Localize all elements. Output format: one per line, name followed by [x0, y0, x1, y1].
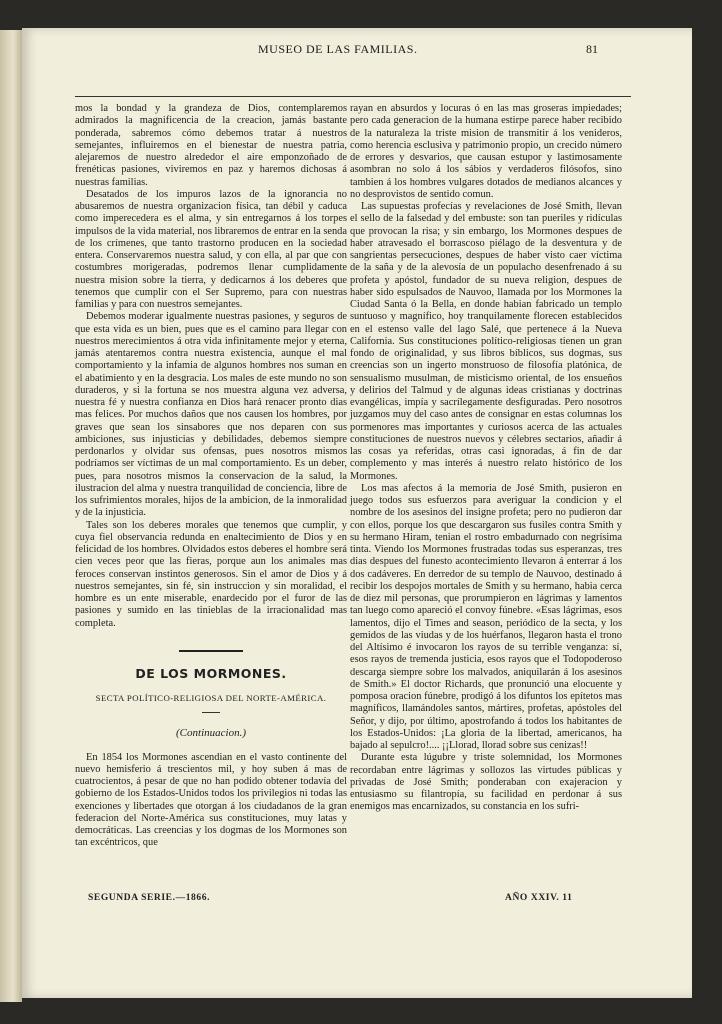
short-rule	[202, 712, 220, 713]
footer-series: SEGUNDA SERIE.—1866.	[88, 893, 211, 903]
running-header: MUSEO DE LAS FAMILIAS.	[258, 42, 418, 56]
paragraph: mos la bondad y la grandeza de Dios, contemplaremos admirados la magnificencia de la creacion, jamás bastante ponderada, sabremos cómo debemos tratar á nuestros semejantes, influiremos en el bienestar de nuestra patria, alejaremos de nuestro alrededor el aire emponzoñado de frenéticas pasiones, viviremos en paz y haremos dichosas á nuestras familias.	[75, 103, 347, 188]
footer-year: AÑO XXIV. 11	[505, 893, 573, 903]
section-divider	[179, 650, 243, 652]
article-subtitle: SECTA POLÍTICO-RELIGIOSA DEL NORTE-AMÉRICA.	[95, 693, 327, 703]
paragraph: En 1854 los Mormones ascendian en el vasto continente del nuevo hemisferio á trescientos mil, y hoy suben á mas de cuatrocientos, á pesar de que no han podido obtener todavía del gobierno de los Estados-Unidos todos los privilegios ni todas las exenciones y libertades que otorgan á los ciudadanos de la gran federacion del Norte-América sus constituciones, muy latas y democráticas. Las creencias y los dogmas de los Mormones son tan excéntricos, que	[75, 751, 347, 849]
header-rule	[75, 96, 631, 97]
paragraph: Desatados de los impuros lazos de la ignorancia no abusaremos de nuestra organizacion física, tan débil y caduca como imperecedera es el alma, y sin entregarnos á los torpes impulsos de la vida material, nos libraremos de entrar en la senda de los crímenes, que tanto trastorno producen en la sociedad entera. Conservaremos nuestra salud, y con ella, al par que con costumbres morigeradas, podremos llenar cumplidamente nuestra mision sobre la tierra, y dedicarnos á los deberes que tenemos que cumplir con el Ser Supremo, para con nuestras familias y para con nuestros semejantes.	[75, 188, 347, 310]
paragraph: Debemos moderar igualmente nuestras pasiones, y seguros de que esta vida es un bien, pues que es el camino para llegar con nuestros merecimientos á otra vida infinitamente mejor y eterna, jamás atentaremos contra nuestra existencia, aunque el mal comportamiento y la infamia de algunos hombres nos suman en el abatimiento y en la desgracia. Los males de este mundo no son duraderos, y si la fortuna se nos muestra alguna vez adversa, nuestra fé y nuestra confianza en Dios hará renacer pronto dias mas felices. Por muchos daños que nos causen los hombres, por graves que sean los sinsabores que nos deparen con sus ambiciones, sus injusticias y debilidades, debemos siempre perdonarlos y olvidar sus ofensas, pues nosotros mismos podríamos ser víctimas de un mal comportamiento. Es un deber, pues, para nosotros mismos la conservacion de la salud, la ilustracion del alma y nuestra tranquilidad de conciencia, libre de los sufrimientos morales, hijos de la ambicion, de la inmoralidad y de la injusticia.	[75, 311, 347, 519]
paragraph: Los mas afectos á la memoria de José Smith, pusieron en juego todos sus esfuerzos para averiguar la condicion y el nombre de los asesinos del insigne profeta; pero no pudieron dar con ellos, porque los que descargaron sus fusiles contra Smith y su hermano Hiram, tenian el rostro embadurnado con negrísima tinta. Viendo los Mormones frustradas todas sus esperanzas, tres dias despues del funesto acontecimiento llevaron á enterrar á los dos cadáveres. En derredor de su templo de Nauvoo, destinado á recibir los despojos mortales de Smith y su hermano, habia cerca de diez mil personas, que prorumpieron en lágrimas y lamentos tan luego como apareció el convoy fúnebre. «Esas lágrimas, esos lamentos, dijo el Times and season, periódico de la secta, y los gemidos de las viudas y de los huérfanos, llegaron hasta el trono del Altísimo é invocaron los rayos de su terrible venganza: sí, esos rayos de tremenda justicia, esos rayos que el Todopoderoso descarga siempre sobre los malvados, aniquilarán á los asesinos de Smith.» El doctor Richards, que pronunció una elocuente y pomposa oracion fúnebre, prodigó á los difuntos los epítetos mas magníficos, llamándoles santos, mártires, profetas, apóstoles del Señor, y dijo, por último, apostrofando á todos los habitantes de los Estados-Unidos: ¡La gloria de la libertad, americanos, ha bajado al sepulcro!.... ¡¡Llorad, llorad sobre sus cenizas!!	[350, 482, 622, 751]
facing-page-edge	[0, 30, 22, 1002]
continuation-note: (Continuacion.)	[176, 727, 246, 740]
article-title: DE LOS MORMONES.	[135, 665, 287, 681]
right-column	[350, 103, 622, 814]
paragraph: Las supuestas profecías y revelaciones de José Smith, llevan el sello de la falsedad y del embuste: son tan pueriles y ridículas que provocan la risa; y sin embargo, los Mormones despues de haber atravesado el borrascoso piélago de la desventura y de sangrientas persecuciones, despues de haber visto caer víctima de la saña y de la alevosía de un populacho desenfrenado á su profeta y apóstol, fundador de su nueva religion, despues de haber sido espulsados de Nauvoo, llamada por los Mormones la Ciudad Santa ó la Bella, en donde habian fabricado un templo suntuoso y magnífico, hoy tranquilamente florecen establecidos en el estenso valle del lago Salé, que pertenece á la Nueva California. Sus constituciones político-religiosas tienen un gran fondo de originalidad, y sus libros bíblicos, sus dogmas, sus creencias son un ingerto monstruoso de filosofía platónica, de sensualismo musulman, de misticismo oriental, de los ensueños y delirios del Talmud y de algunas ideas cristianas y doctrinas evangélicas, impía y sacrílegamente desfiguradas. Pero nosotros juzgamos muy del caso antes de consignar en estas columnas los pormenores mas importantes y curiosos acerca de las actuales constituciones de nuestros nuevos y célebres sectarios, añadir á las cosas ya referidas, otras casi ignoradas, á fin de dar complemento y mas interés á nuestro relato histórico de los Mormones.	[350, 201, 622, 482]
paragraph: Durante esta lúgubre y triste solemnidad, los Mormones recordaban entre lágrimas y sollozos las virtudes públicas y privadas de José Smith; ponderaban con exajeracion y entusiasmo su filantropía, su facilidad en perdonar á sus enemigos mas encarnizados, su constancia en los sufri-	[350, 752, 622, 813]
left-column	[75, 103, 347, 850]
paragraph: Tales son los deberes morales que tenemos que cumplir, y cuya fiel observancia redunda en enaltecimiento de Dios y en felicidad de los hombres. Olvidados estos deberes el hombre será cien veces peor que las fieras, porque aun los animales mas feroces conservan instintos generosos. Sin el amor de Dios y á nuestros semejantes, sin fé, sin instruccion y sin moralidad, el hombre es un ente miserable, enardecido por el furor de las pasiones y sumido en las tinieblas de la irracionalidad mas completa.	[75, 519, 347, 629]
page-number: 81	[586, 42, 598, 56]
paragraph: rayan en absurdos y locuras ó en las mas groseras impiedades; pero cada generacion de la humana estirpe parece haber recibido de la naturaleza la triste mision de transmitir á los venideros, como herencia esclusiva y patrimonio propio, un crecido número de errores y desvarios, que causan estupor y lastimosamente asombran no solo á los sábios y verdaderos filósofos, sino tambien á los hombres vulgares dotados de medianos alcances y no desprovistos de sentido comun.	[350, 103, 622, 200]
